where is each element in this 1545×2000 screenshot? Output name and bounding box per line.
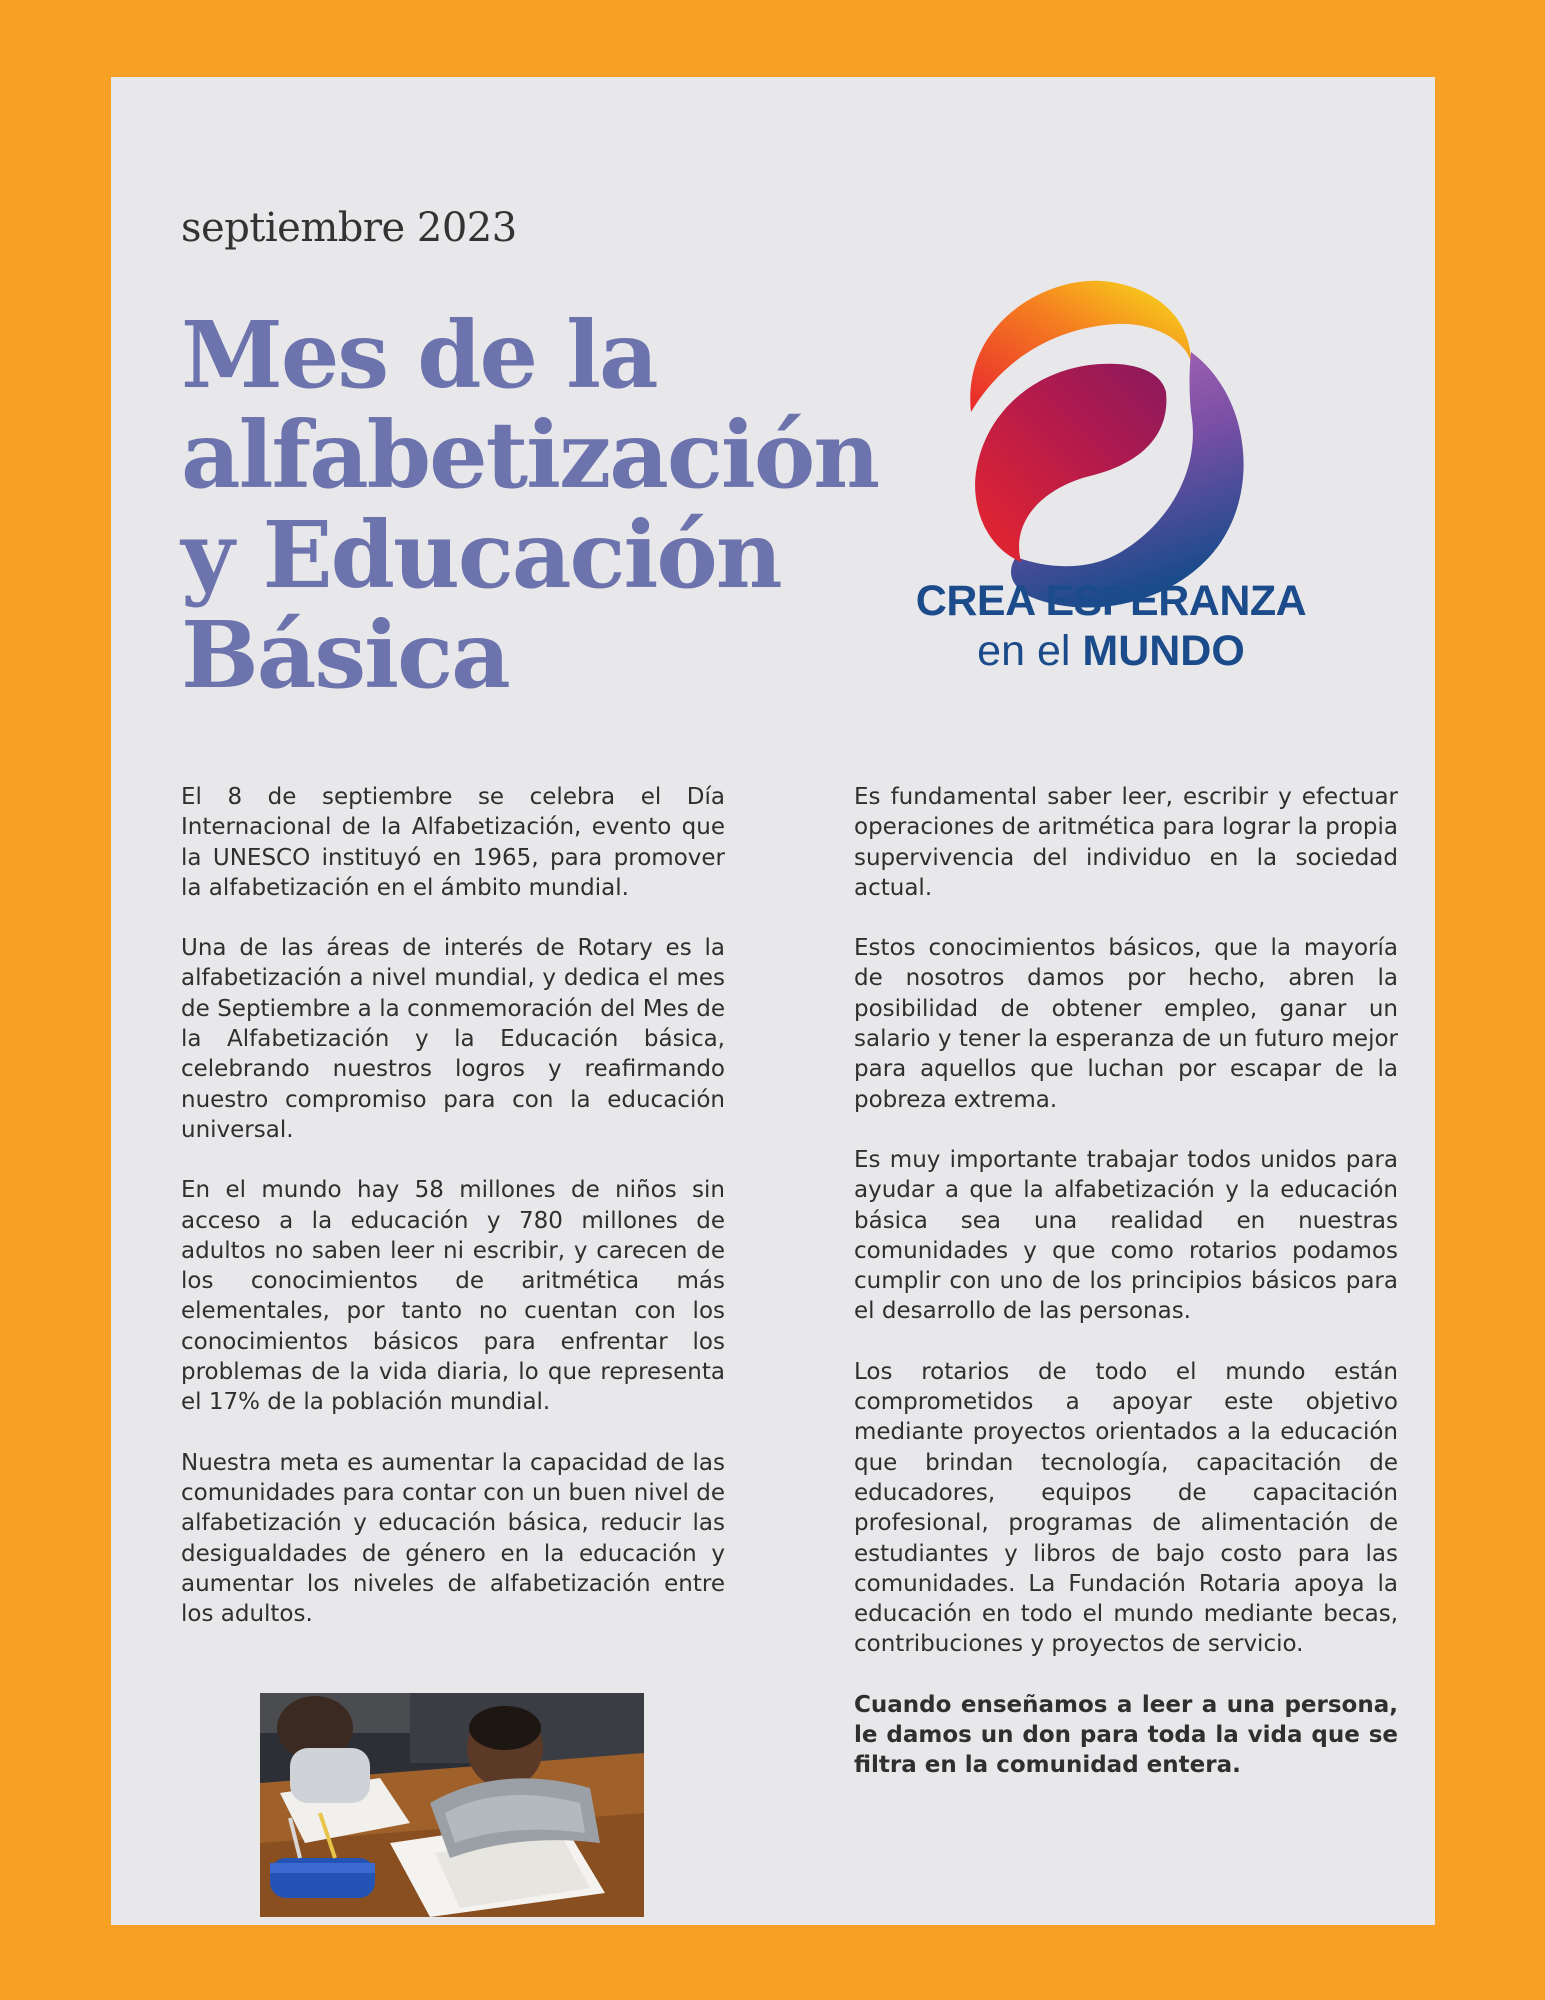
right-paragraph-4: Los rotarios de todo el mundo están comprometidos a apoyar este objetivo mediante proyectos orientados a la educación que brindan tecnología, capacitación de educadores, equipos de capacitación profesional, programas de alimentación de estudiantes y libros de bajo costo para las comunidades. La Fundación Rotaria apoya la educación en todo el mundo mediante becas, contribuciones y proyectos de servicio. (854, 1358, 1398, 1658)
newsletter-page (111, 77, 1435, 1925)
crea-esperanza-logo (901, 252, 1321, 752)
right-paragraph-2: Estos conocimientos básicos, que la mayoría de nosotros damos por hecho, abren la posibilidad de obtener empleo, ganar un salario y tener la esperanza de un futuro mejor para aquellos que luchan por escapar de la pobreza extrema. (854, 935, 1398, 1113)
logo-text-line2 (901, 627, 1321, 676)
title-line-1: Mes de la (181, 301, 657, 409)
closing-quote: Cuando enseñamos a leer a una persona, le damos un don para toda la vida que se filtra en la comunidad entera. (854, 1691, 1398, 1779)
right-column (854, 782, 1398, 1811)
logo-text-bold: MUNDO (1082, 627, 1245, 675)
left-paragraph-2: Una de las áreas de interés de Rotary es la alfabetización a nivel mundial, y dedica el mes de Septiembre a la conmemoración del Mes de la Alfabetización y la Educación básica, celebrando nuestros logros y reafirmando nuestro compromiso para con la educación universal. (181, 935, 725, 1143)
title-line-3: y Educación (181, 501, 781, 609)
logo-text-line1: CREA ESPERANZA (915, 577, 1307, 625)
title-line-4: Básica (181, 601, 509, 709)
right-paragraph-3: Es muy importante trabajar todos unidos para ayudar a que la alfabetización y la educación básica sea una realidad en nuestras comunidades y que como rotarios podamos cumplir con uno de los principios básicos para el desarrollo de las personas. (854, 1146, 1398, 1325)
left-paragraph-1: El 8 de septiembre se celebra el Día Internacional de la Alfabetización, evento que la UNESCO instituyó en 1965, para promover la alfabetización en el ámbito mundial. (181, 784, 725, 901)
title-line-2: alfabetización (181, 401, 879, 509)
right-paragraph-1: Es fundamental saber leer, escribir y efectuar operaciones de aritmética para lograr la propia supervivencia del individuo en la sociedad actual. (854, 784, 1398, 901)
left-column (181, 782, 725, 1659)
page-title (181, 301, 879, 709)
children-studying-photo (260, 1693, 644, 1917)
left-paragraph-3: En el mundo hay 58 millones de niños sin acceso a la educación y 780 millones de adultos no saben leer ni escribir, y carecen de los conocimientos de aritmética más elementales, por tanto no cuentan con los conocimientos básicos para enfrentar los problemas de la vida diaria, lo que representa el 17% de la población mundial. (181, 1177, 725, 1416)
issue-date: septiembre 2023 (181, 205, 517, 251)
logo-arc-middle (975, 364, 1166, 562)
logo-text-prefix: en el (977, 627, 1083, 675)
left-paragraph-4: Nuestra meta es aumentar la capacidad de las comunidades para contar con un buen nivel de alfabetización y educación básica, reducir las desigualdades de género en la educación y aumentar los niveles de alfabetización entre los adultos. (181, 1449, 725, 1628)
